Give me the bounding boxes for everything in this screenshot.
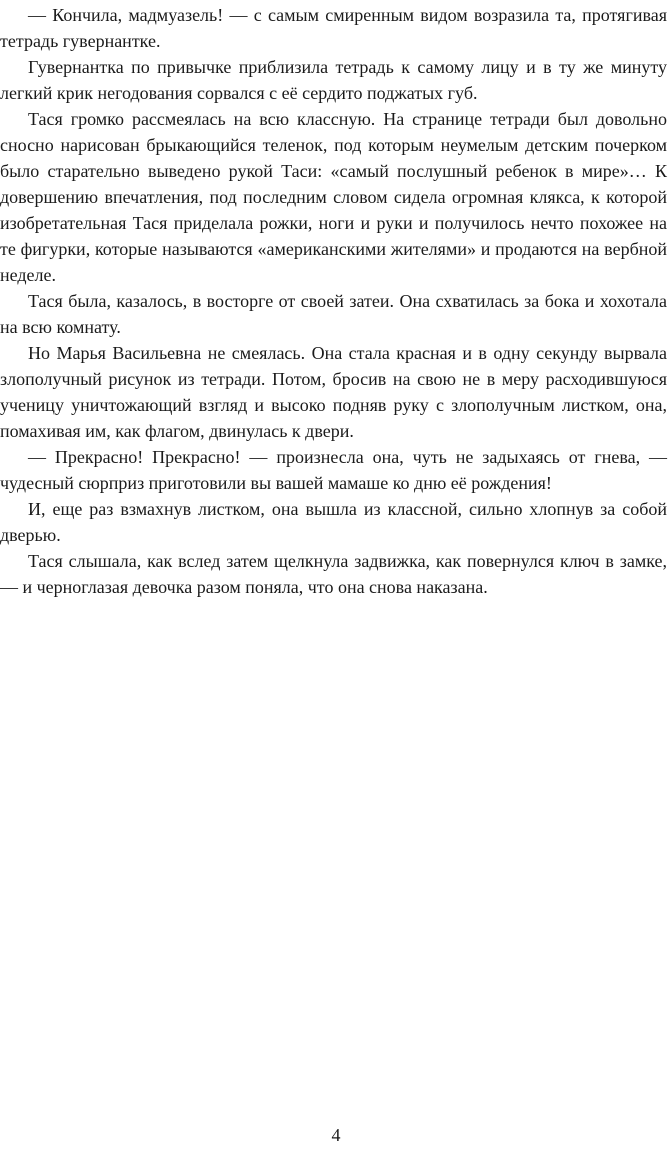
paragraph: Тася громко рассмеялась на всю классную. На странице тетради был довольно сносно нарисован брыкающийся теленок, под которым неумелым детским почерком было старательно выведено рукой Таси: «самый послушный ребенок в мире»… К довершению впечатления, под последним словом сидела огромная клякса, к которой изобретательная Тася приделала рожки, ноги и руки и получилось нечто похожее на те фигурки, которые называются «американскими жителями» и продаются на вербной неделе. — [0, 109, 667, 285]
body-text — [0, 2, 667, 600]
paragraph: Гувернантка по привычке приблизила тетрадь к самому лицу и в ту же минуту легкий крик негодования сорвался с её сердито поджатых губ. — [0, 57, 667, 103]
paragraph: Тася слышала, как вслед затем щелкнула задвижка, как повернулся ключ в замке, — и черноглазая девочка разом поняла, что она снова наказана. — [0, 551, 667, 597]
page-number: 4 — [331, 1125, 341, 1145]
paragraph: Но Марья Васильевна не смеялась. Она стала красная и в одну секунду вырвала злополучный рисунок из тетради. Потом, бросив на свою не в меру расходившуюся ученицу уничтожающий взгляд и высоко подняв руку с злополучным листком, она, помахивая им, как флагом, двинулась к двери. — [0, 343, 667, 441]
paragraph: И, еще раз взмахнув листком, она вышла из классной, сильно хлопнув за собой дверью. — [0, 499, 667, 545]
paragraph: — Прекрасно! Прекрасно! — произнесла она, чуть не задыхаясь от гнева, — чудесный сюрприз приготовили вы вашей мамаше ко дню её рождения! — [0, 447, 667, 493]
paragraph: Тася была, казалось, в восторге от своей затеи. Она схватилась за бока и хохотала на всю комнату. — [0, 291, 667, 337]
paragraph: — Кончила, мадмуазель! — с самым смиренным видом возразила та, протягивая тетрадь гувернантке. — [0, 5, 667, 51]
